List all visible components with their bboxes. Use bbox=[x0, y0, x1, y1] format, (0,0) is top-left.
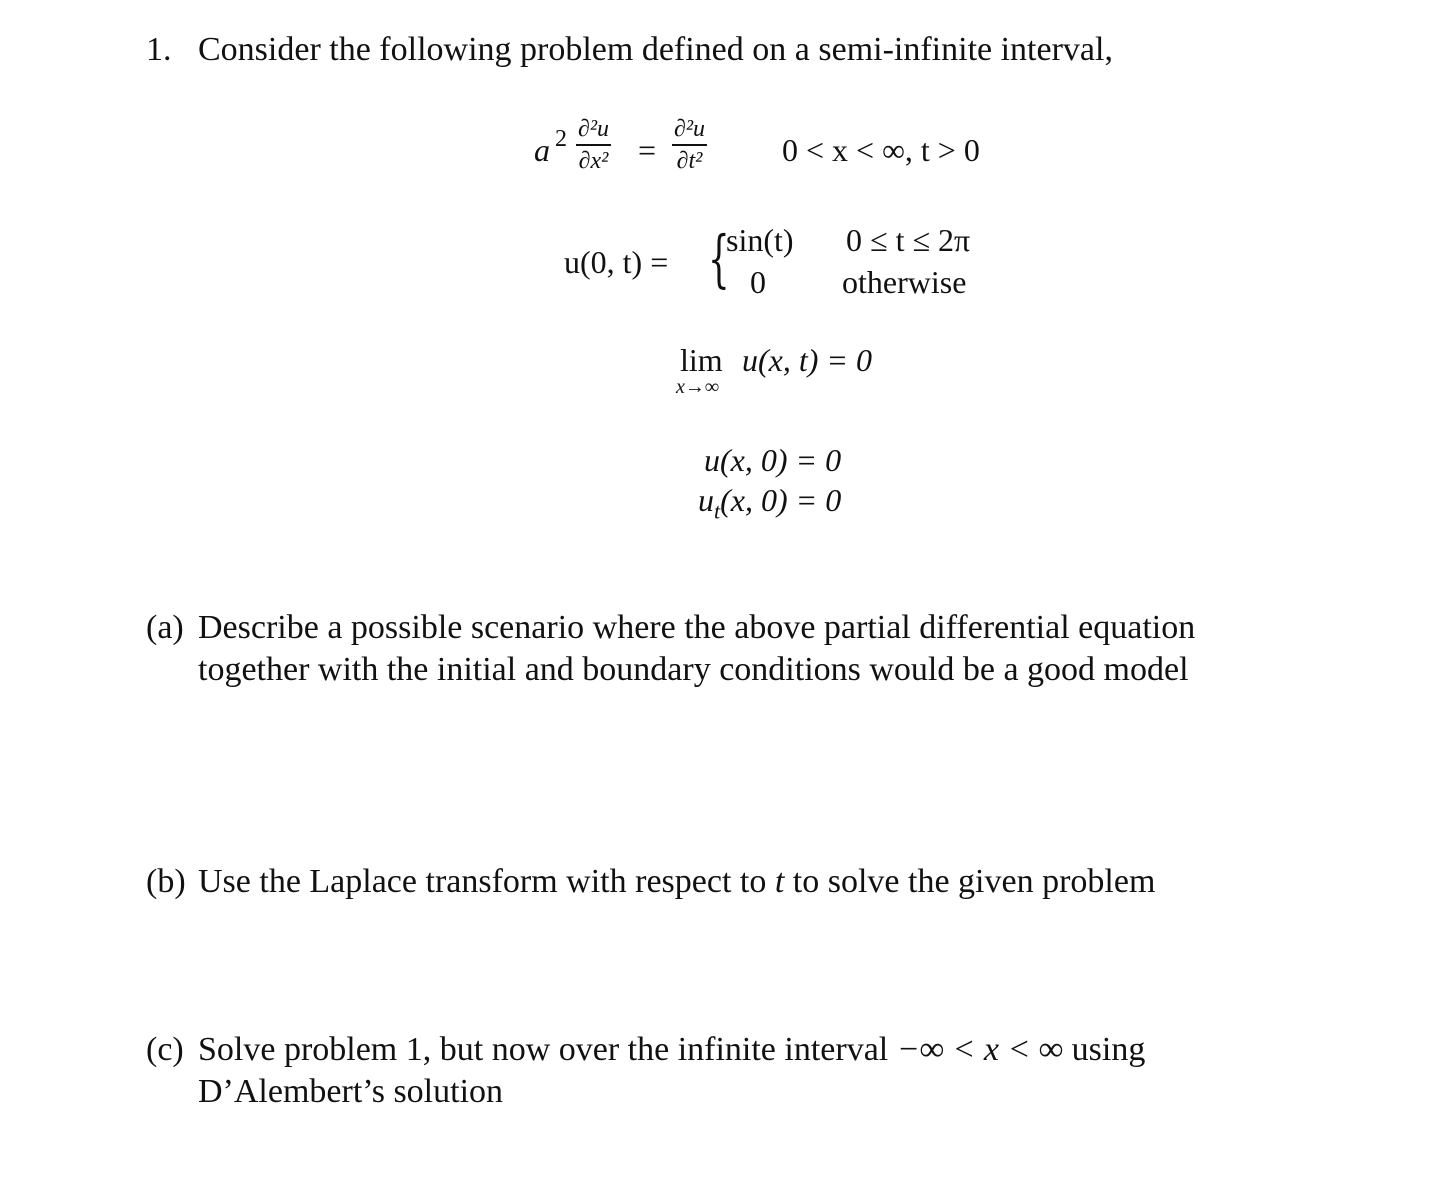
pde-lhs-numerator: ∂²u bbox=[578, 116, 610, 142]
question-number: 1. bbox=[146, 31, 172, 68]
pde-rhs-denominator: ∂t² bbox=[676, 148, 703, 174]
initial-condition-1: u(x, 0) = 0 bbox=[704, 442, 842, 478]
part-c-label: (c) bbox=[146, 1031, 184, 1068]
pde-domain: 0 < x < ∞, t > 0 bbox=[782, 132, 980, 168]
part-c-math: −∞ < x < ∞ bbox=[896, 1031, 1064, 1068]
part-b-post: to solve the given problem bbox=[792, 863, 1156, 900]
part-a-line1: Describe a possible scenario where the above partial differential equation bbox=[198, 609, 1196, 646]
part-b-text bbox=[198, 862, 1155, 902]
limit-expression: u(x, t) = 0 bbox=[742, 342, 872, 378]
part-b-pre: Use the Laplace transform with respect to bbox=[198, 863, 767, 900]
bc-lhs: u(0, t) = bbox=[564, 244, 669, 280]
ic2-subscript: t bbox=[714, 498, 721, 524]
pde-lhs-fraction bbox=[576, 116, 611, 174]
part-c-line1 bbox=[198, 1030, 1145, 1070]
pde-coefficient-exponent: 2 bbox=[555, 126, 567, 152]
bc-case1-condition: 0 ≤ t ≤ 2π bbox=[846, 222, 971, 258]
part-b-variable: t bbox=[774, 863, 785, 900]
part-c-pre: Solve problem 1, but now over the infinite interval bbox=[198, 1031, 889, 1068]
bc-case1-value: sin(t) bbox=[726, 222, 794, 258]
pde-coefficient: a bbox=[534, 132, 550, 168]
part-c-post: using bbox=[1071, 1031, 1146, 1068]
pde-lhs-fraction-bar bbox=[576, 144, 611, 146]
limit-operator: lim bbox=[680, 342, 723, 378]
part-a-label: (a) bbox=[146, 609, 184, 646]
pde-rhs-numerator: ∂²u bbox=[674, 116, 706, 142]
bc-case2-condition: otherwise bbox=[842, 264, 967, 300]
pde-lhs-denominator: ∂x² bbox=[578, 148, 609, 174]
ic2-rest: (x, 0) = 0 bbox=[720, 482, 842, 518]
initial-condition-2 bbox=[698, 482, 841, 529]
pde-rhs-fraction-bar bbox=[672, 144, 707, 146]
pde-equals: = bbox=[638, 132, 657, 168]
ic2-base: u bbox=[698, 482, 714, 518]
limit-subscript: x→∞ bbox=[676, 376, 720, 398]
part-c-line2: D’Alembert’s solution bbox=[198, 1073, 504, 1110]
bc-case2-value: 0 bbox=[750, 264, 766, 300]
part-b-label: (b) bbox=[146, 863, 186, 900]
pde-rhs-fraction bbox=[672, 116, 707, 174]
part-a-line2: together with the initial and boundary conditions would be a good model bbox=[198, 651, 1189, 688]
question-intro: Consider the following problem defined on a semi-infinite interval, bbox=[198, 31, 1113, 68]
bc-brace: { bbox=[708, 222, 730, 295]
